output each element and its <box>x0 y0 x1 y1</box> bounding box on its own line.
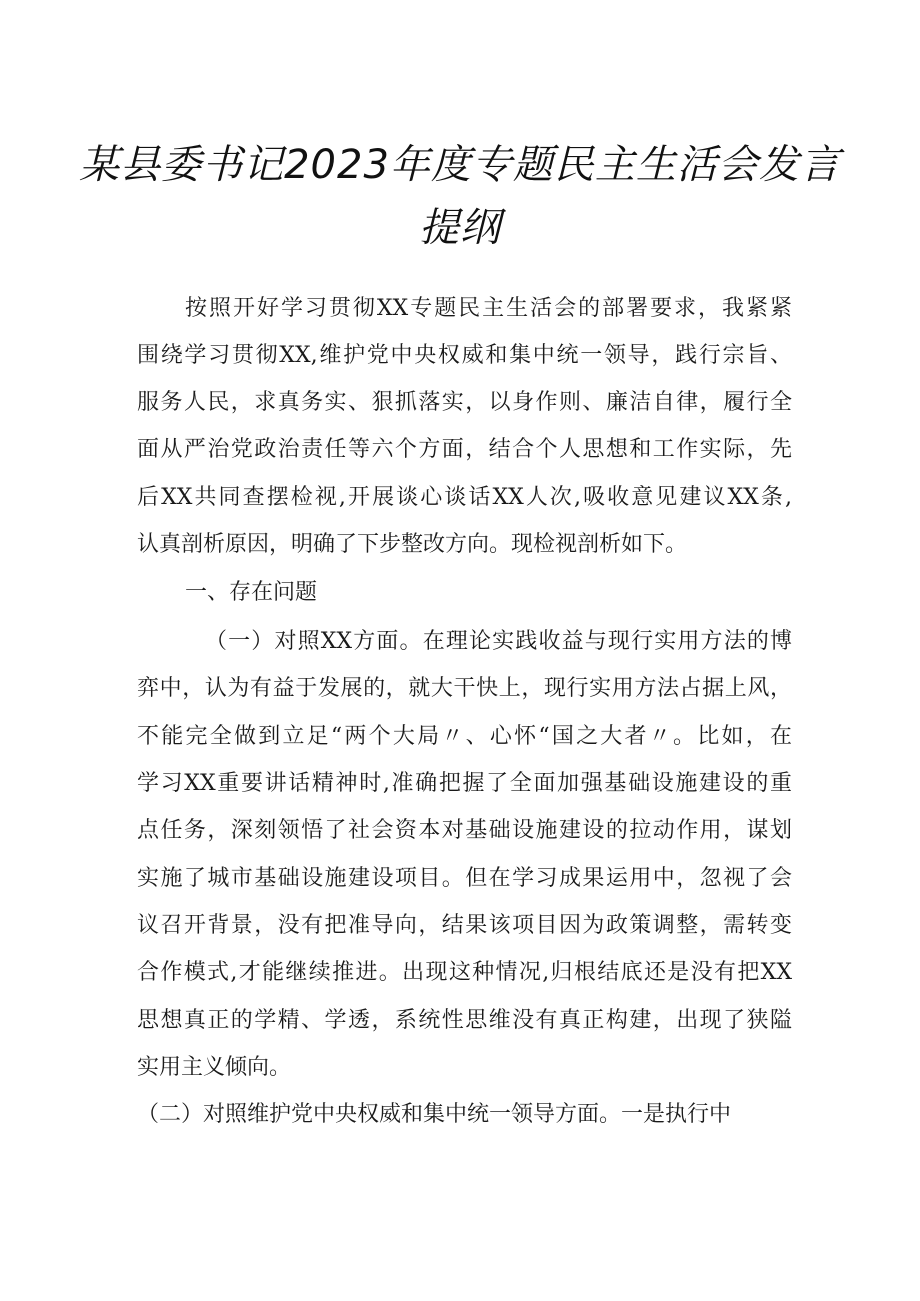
section-heading: 一、存在问题 <box>185 580 318 605</box>
paragraph-line: 弈中，认为有益于发展的，就大干快上，现行实用方法占据上风， <box>137 676 792 701</box>
paragraph-line: 认真剖析原因，明确了下步整改方向。现检视剖析如下。 <box>137 532 688 557</box>
paragraph-line: 按照开好学习贯彻XX专题民主生活会的部署要求，我紧紧 <box>185 296 792 321</box>
paragraph-line: 服务人民，求真务实、狠抓落实，以身作则、廉洁自律，履行全 <box>137 390 792 415</box>
document-title-line-1: 某县委书记2023年度专题民主生活会发言 <box>79 142 841 188</box>
paragraph-line: （一）对照XX方面。在理论实践收益与现行实用方法的博 <box>205 629 792 654</box>
paragraph-line: 围绕学习贯彻XX,维护党中央权威和集中统一领导，践行宗旨、 <box>137 343 792 368</box>
paragraph-line: 议召开背景，没有把准导向，结果该项目因为政策调整，需转变 <box>137 913 792 938</box>
paragraph-line: 合作模式,才能继续推进。出现这种情况,归根结底还是没有把XX <box>137 960 792 985</box>
paragraph-line: 不能完全做到立足“两个大局〃、心怀“国之大者〃。比如，在 <box>137 724 792 749</box>
paragraph-item-2-line: （二）对照维护党中央权威和集中统一领导方面。一是执行中 <box>137 1102 732 1127</box>
paragraph-line: 学习XX重要讲话精神时,准确把握了全面加强基础设施建设的重 <box>137 771 792 796</box>
paragraph-line: 实用主义倾向。 <box>137 1055 292 1080</box>
paragraph-line: 面从严治党政治责任等六个方面，结合个人思想和工作实际，先 <box>137 437 792 462</box>
paragraph-line: 实施了城市基础设施建设项目。但在学习成果运用中，忽视了会 <box>137 866 792 891</box>
paragraph-line: 后XX共同查摆检视,开展谈心谈话XX人次,吸收意见建议XX条, <box>137 485 792 510</box>
paragraph-line: 思想真正的学精、学透，系统性思维没有真正构建，出现了狭隘 <box>137 1008 792 1033</box>
paragraph-line: 点任务，深刻领悟了社会资本对基础设施建设的拉动作用，谋划 <box>137 818 792 843</box>
document-title-line-2: 提纲 <box>419 205 501 251</box>
